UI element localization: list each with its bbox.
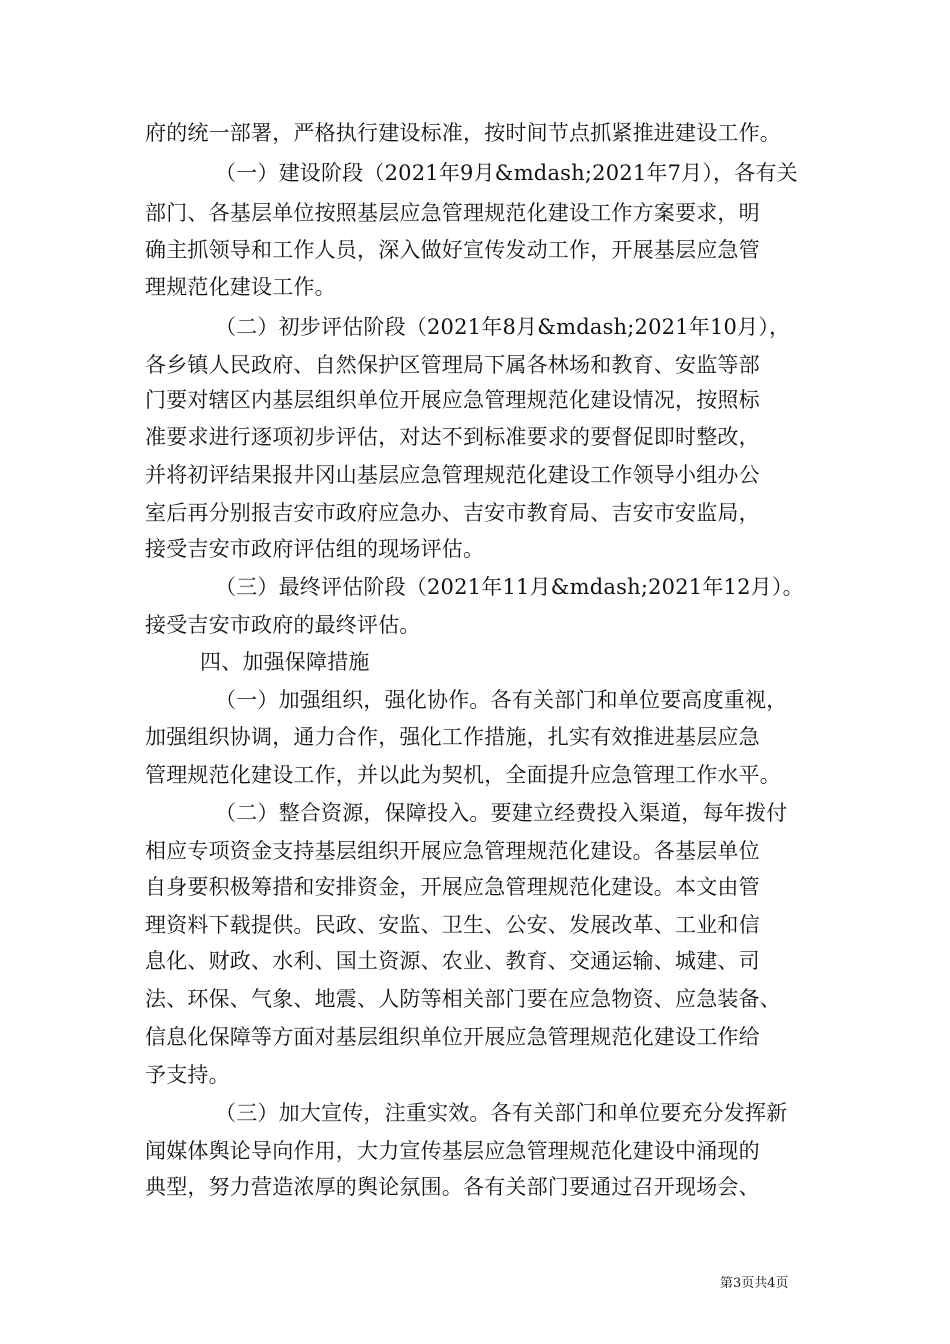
section-heading: 四、加强保障措施 xyxy=(200,650,370,674)
text-line: （一）加强组织，强化协作。各有关部门和单位要高度重视， xyxy=(215,688,788,712)
text-line: 法、环保、气象、地震、人防等相关部门要在应急物资、应急装备、 xyxy=(145,987,781,1011)
text-line: （二）初步评估阶段（2021年8月&mdash;2021年10月）， xyxy=(215,315,791,339)
page-number: 第3页共4页 xyxy=(720,1276,789,1291)
text-line: 各乡镇人民政府、自然保护区管理局下属各林场和教育、安监等部 xyxy=(145,353,760,377)
text-line: 理资料下载提供。民政、安监、卫生、公安、发展改革、工业和信 xyxy=(145,913,760,937)
text-line: 典型，努力营造浓厚的舆论氛围。各有关部门要通过召开现场会、 xyxy=(145,1175,760,1199)
text-line: 信息化保障等方面对基层组织单位开展应急管理规范化建设工作给 xyxy=(145,1025,760,1049)
text-line: （三）最终评估阶段（2021年11月&mdash;2021年12月）。 xyxy=(215,575,804,599)
text-line: 管理规范化建设工作，并以此为契机，全面提升应急管理工作水平。 xyxy=(145,763,781,787)
text-line: 府的统一部署，严格执行建设标准，按时间节点抓紧推进建设工作。 xyxy=(145,121,781,145)
text-line: （二）整合资源，保障投入。要建立经费投入渠道，每年拨付 xyxy=(215,801,788,825)
text-line: 准要求进行逐项初步评估，对达不到标准要求的要督促即时整改， xyxy=(145,425,760,449)
text-line: 予支持。 xyxy=(145,1063,230,1087)
text-line: 门要对辖区内基层组织单位开展应急管理规范化建设情况，按照标 xyxy=(145,388,760,412)
text-line: 加强组织协调，通力合作，强化工作措施，扎实有效推进基层应急 xyxy=(145,725,760,749)
text-line: 接受吉安市政府评估组的现场评估。 xyxy=(145,537,485,561)
text-line: 自身要积极筹措和安排资金，开展应急管理规范化建设。本文由管 xyxy=(145,875,760,899)
text-line: 部门、各基层单位按照基层应急管理规范化建设工作方案要求，明 xyxy=(145,201,760,225)
text-line: 确主抓领导和工作人员，深入做好宣传发动工作，开展基层应急管 xyxy=(145,238,760,262)
text-line: （一）建设阶段（2021年9月&mdash;2021年7月），各有关 xyxy=(215,161,798,185)
text-line: 并将初评结果报井冈山基层应急管理规范化建设工作领导小组办公 xyxy=(145,463,760,487)
text-line: （三）加大宣传，注重实效。各有关部门和单位要充分发挥新 xyxy=(215,1101,788,1125)
text-line: 相应专项资金支持基层组织开展应急管理规范化建设。各基层单位 xyxy=(145,839,760,863)
text-line: 闻媒体舆论导向作用，大力宣传基层应急管理规范化建设中涌现的 xyxy=(145,1139,760,1163)
text-line: 接受吉安市政府的最终评估。 xyxy=(145,613,421,637)
text-line: 理规范化建设工作。 xyxy=(145,275,336,299)
text-line: 息化、财政、水利、国土资源、农业、教育、交通运输、城建、司 xyxy=(145,949,760,973)
text-line: 室后再分别报吉安市政府应急办、吉安市教育局、吉安市安监局， xyxy=(145,501,760,525)
